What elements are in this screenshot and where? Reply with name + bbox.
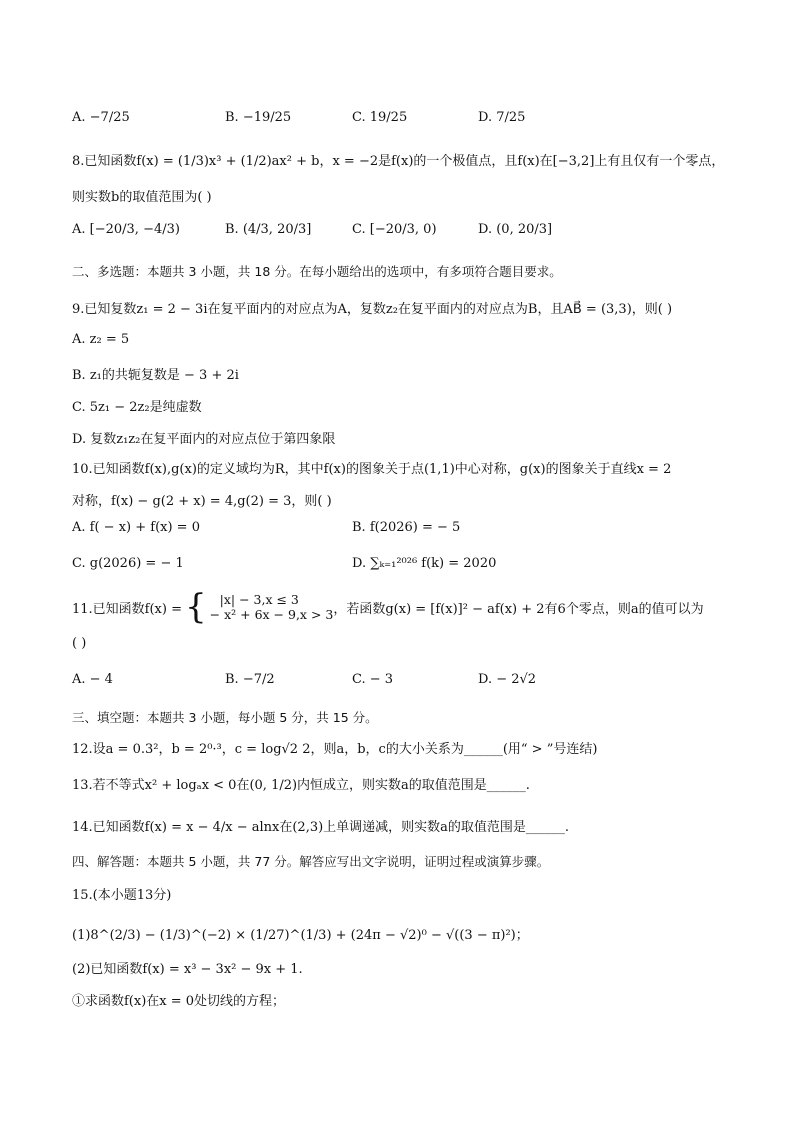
- q11-option-c: C. − 3: [352, 672, 394, 687]
- q11-option-d: D. − 2√2: [478, 672, 537, 687]
- q7-option-b: B. −19/25: [225, 110, 292, 125]
- q9-option-d: D. 复数z₁z₂在复平面内的对应点位于第四象限: [72, 432, 336, 447]
- q7-option-c: C. 19/25: [352, 110, 408, 125]
- section-heading-fill-in: 三、填空题：本题共 3 小题，每小题 5 分，共 15 分。: [72, 710, 378, 725]
- q8-option-d: D. (0, 20/3]: [478, 222, 553, 237]
- q8-option-c: C. [−20/3, 0): [352, 222, 437, 237]
- q7-option-a: A. −7/25: [72, 110, 130, 125]
- q10-stem-line2: 对称，f(x) − g(2 + x) = 4,g(2) = 3，则( ): [72, 494, 332, 509]
- q14: 14.已知函数f(x) = x − 4/x − alnx在(2,3)上单调递减，则实数a的取值范围是______.: [72, 820, 570, 835]
- piecewise-cases: [210, 592, 334, 622]
- q11-option-a: A. − 4: [72, 672, 113, 687]
- q10-stem-line1: 10.已知函数f(x),g(x)的定义域均为R，其中f(x)的图象关于点(1,1)中心对称，g(x)的图象关于直线x = 2: [72, 462, 672, 477]
- q8-stem-line2: 则实数b的取值范围为( ): [72, 190, 212, 205]
- piecewise-case-1: |x| − 3,x ≤ 3: [219, 592, 299, 607]
- q11-stem-suffix: ，若函数g(x) = [f(x)]² − af(x) + 2有6个零点，则a的值可以为: [333, 601, 704, 617]
- q10-option-a: A. f( − x) + f(x) = 0: [72, 520, 200, 535]
- q10-option-d: D. ∑ₖ₌₁²⁰²⁶ f(k) = 2020: [352, 556, 497, 571]
- q13: 13.若不等式x² + logₐx < 0在(0, 1/2)内恒成立，则实数a的取值范围是______.: [72, 778, 530, 793]
- q9-stem: 9.已知复数z₁ = 2 − 3i在复平面内的对应点为A，复数z₂在复平面内的对应点为B，且AB⃗ = (3,3)，则( ): [72, 302, 673, 317]
- q7-option-d: D. 7/25: [478, 110, 526, 125]
- q15-title: 15.(本小题13分): [72, 888, 172, 903]
- q9-option-b: B. z₁的共轭复数是 − 3 + 2i: [72, 368, 239, 383]
- q9-option-c: C. 5z₁ − 2z₂是纯虚数: [72, 400, 202, 415]
- section-heading-multiple-choice: 二、多选题：本题共 3 小题，共 18 分。在每小题给出的选项中，有多项符合题目要求。: [72, 264, 562, 279]
- q8-option-b: B. (4/3, 20/3]: [225, 222, 312, 237]
- q8-stem-line1: 8.已知函数f(x) = (1/3)x³ + (1/2)ax² + b，x = −2是f(x)的一个极值点，且f(x)在[−3,2]上有且仅有一个零点，: [72, 154, 725, 169]
- section-heading-solutions: 四、解答题：本题共 5 小题，共 77 分。解答应写出文字说明，证明过程或演算步骤。: [72, 854, 550, 869]
- q11-stem-line1: [72, 587, 704, 627]
- piecewise-case-2: − x² + 6x − 9,x > 3: [209, 607, 334, 622]
- q8-option-a: A. [−20/3, −4/3): [72, 222, 180, 237]
- q11-stem-line2: ( ): [72, 636, 87, 651]
- q15-part2: (2)已知函数f(x) = x³ − 3x² − 9x + 1.: [72, 962, 303, 977]
- q11-stem-prefix: 11.已知函数f(x) =: [72, 601, 182, 617]
- q15-sub1: ①求函数f(x)在x = 0处切线的方程；: [72, 994, 286, 1009]
- q10-option-c: C. g(2026) = − 1: [72, 556, 184, 571]
- q15-part1: (1)8^(2/3) − (1/3)^(−2) × (1/27)^(1/3) + (24π − √2)⁰ − √((3 − π)²)；: [72, 928, 529, 943]
- piecewise-brace: {: [185, 587, 207, 627]
- q9-option-a: A. z₂ = 5: [72, 332, 130, 347]
- q11-option-b: B. −7/2: [225, 672, 275, 687]
- q10-option-b: B. f(2026) = − 5: [352, 520, 461, 535]
- q12: 12.设a = 0.3²，b = 2⁰·³，c = log√2 2，则a，b，c的大小关系为______(用“ > ”号连结): [72, 742, 598, 757]
